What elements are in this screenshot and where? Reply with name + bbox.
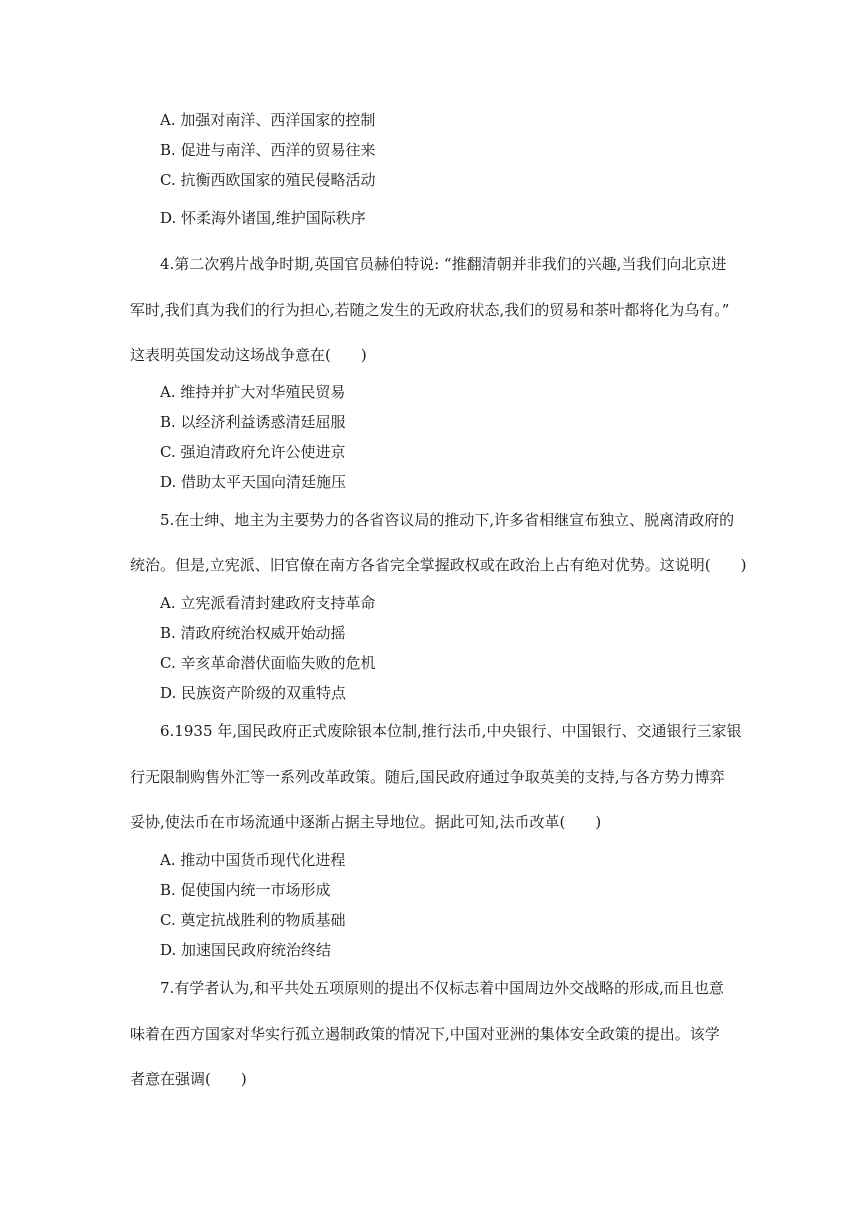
q3-option-d: D. 怀柔海外诸国,维护国际秩序 xyxy=(160,209,366,227)
q3-option-b: B. 促进与南洋、西洋的贸易往来 xyxy=(160,141,376,159)
q4-stem-line-3: 这表明英国发动这场战争意在( ) xyxy=(130,346,367,364)
q5-option-a: A. 立宪派看清封建政府支持革命 xyxy=(160,594,376,612)
q7-stem-line-2: 味着在西方国家对华实行孤立遏制政策的情况下,中国对亚洲的集体安全政策的提出。该学 xyxy=(130,1025,720,1043)
q6-stem-line-1: 6.1935 年,国民政府正式废除银本位制,推行法币,中央银行、中国银行、交通银行三家银 xyxy=(160,722,742,740)
q6-option-d: D. 加速国民政府统治终结 xyxy=(160,941,332,959)
q6-option-c: C. 奠定抗战胜利的物质基础 xyxy=(160,911,346,929)
q3-option-c: C. 抗衡西欧国家的殖民侵略活动 xyxy=(160,171,376,189)
q4-stem-line-2: 军时,我们真为我们的行为担心,若随之发生的无政府状态,我们的贸易和茶叶都将化为乌有。” xyxy=(130,301,730,319)
q6-option-b: B. 促使国内统一市场形成 xyxy=(160,881,331,899)
q4-option-d: D. 借助太平天国向清廷施压 xyxy=(160,473,347,491)
q7-stem-line-1: 7.有学者认为,和平共处五项原则的提出不仅标志着中国周边外交战略的形成,而且也意 xyxy=(160,979,724,997)
q7-stem-line-3: 者意在强调( ) xyxy=(130,1070,247,1088)
q5-stem-line-1: 5.在士绅、地主为主要势力的各省咨议局的推动下,许多省相继宣布独立、脱离清政府的 xyxy=(160,511,735,529)
q5-stem-line-2: 统治。但是,立宪派、旧官僚在南方各省完全掌握政权或在政治上占有绝对优势。这说明( ) xyxy=(130,556,747,574)
q6-stem-line-3: 妥协,使法币在市场流通中逐渐占据主导地位。据此可知,法币改革( ) xyxy=(130,813,602,831)
q6-option-a: A. 推动中国货币现代化进程 xyxy=(160,851,346,869)
q4-option-b: B. 以经济利益诱惑清廷屈服 xyxy=(160,413,346,431)
q5-option-c: C. 辛亥革命潜伏面临失败的危机 xyxy=(160,654,376,672)
q6-stem-line-2: 行无限制购售外汇等一系列改革政策。随后,国民政府通过争取英美的支持,与各方势力博弈 xyxy=(130,768,725,786)
q5-option-b: B. 清政府统治权威开始动摇 xyxy=(160,624,346,642)
q4-option-c: C. 强迫清政府允许公使进京 xyxy=(160,443,346,461)
q3-option-a: A. 加强对南洋、西洋国家的控制 xyxy=(160,111,376,129)
q5-option-d: D. 民族资产阶级的双重特点 xyxy=(160,684,347,702)
q4-option-a: A. 维持并扩大对华殖民贸易 xyxy=(160,383,346,401)
q4-stem-line-1: 4.第二次鸦片战争时期,英国官员赫伯特说: “推翻清朝并非我们的兴趣,当我们向北京进 xyxy=(160,255,727,273)
